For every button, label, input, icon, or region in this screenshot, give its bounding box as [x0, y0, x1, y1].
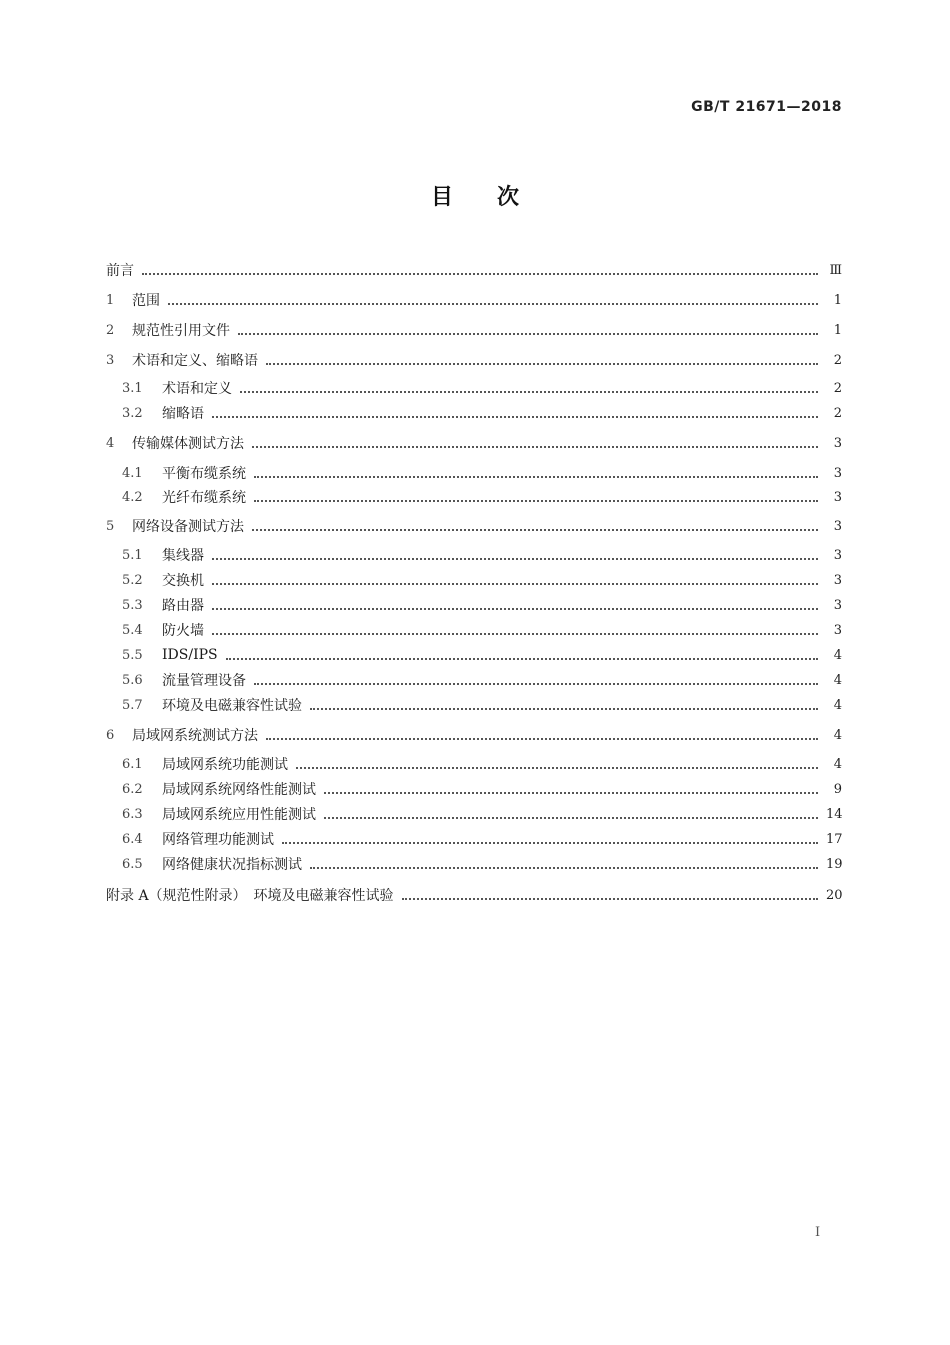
toc-entry[interactable]	[106, 883, 842, 907]
toc-entry[interactable]	[106, 693, 842, 717]
toc-entry-label: 附录 A（规范性附录） 环境及电磁兼容性试验	[106, 888, 394, 904]
toc-entry-page: 3	[833, 597, 842, 613]
toc-entry-number: 4.1	[122, 465, 143, 481]
toc-entry-label: 平衡布缆系统	[162, 466, 246, 482]
toc-entry-label: 范围	[132, 293, 160, 309]
dot-leader	[310, 857, 818, 869]
toc-entry[interactable]	[106, 852, 842, 876]
dot-leader	[238, 323, 818, 335]
toc-entry[interactable]	[106, 318, 842, 342]
toc-entry-page: 2	[833, 380, 842, 396]
toc-entry-page: 4	[833, 647, 842, 663]
toc-entry-number: 5.4	[122, 622, 143, 638]
toc-entry-page: 14	[826, 806, 843, 822]
toc-entry-number: 6	[106, 727, 115, 743]
toc-entry[interactable]	[106, 348, 842, 372]
toc-entry[interactable]	[106, 723, 842, 747]
toc-entry[interactable]	[106, 593, 842, 617]
toc-entry-number: 5.5	[122, 647, 143, 663]
toc-entry-page: 3	[833, 518, 842, 534]
dot-leader	[212, 573, 818, 585]
dot-leader	[310, 698, 818, 710]
dot-leader	[324, 782, 818, 794]
dot-leader	[324, 807, 818, 819]
toc-entry-number: 1	[106, 292, 115, 308]
toc-entry[interactable]	[106, 543, 842, 567]
toc-entry[interactable]	[106, 827, 842, 851]
toc-entry[interactable]	[106, 376, 842, 400]
toc-entry-label: 网络设备测试方法	[132, 519, 244, 535]
toc-entry-label: 交换机	[162, 573, 204, 589]
toc-entry-label: 防火墙	[162, 623, 204, 639]
toc-entry[interactable]	[106, 431, 842, 455]
toc-entry-number: 5.1	[122, 547, 143, 563]
toc-entry-page: 1	[833, 292, 842, 308]
toc-entry-label: 局域网系统功能测试	[162, 757, 288, 773]
toc-entry-page: 3	[833, 435, 842, 451]
toc-entry-label: 局域网系统测试方法	[132, 728, 258, 744]
toc-entry-page: 20	[826, 887, 843, 903]
toc-entry-label: 局域网系统应用性能测试	[162, 807, 316, 823]
toc-entry[interactable]	[106, 288, 842, 312]
dot-leader	[402, 888, 818, 900]
toc-entry-label: 缩略语	[162, 406, 204, 422]
dot-leader	[142, 263, 818, 275]
dot-leader	[226, 648, 818, 660]
toc-entry-label: 术语和定义	[162, 381, 232, 397]
toc-entry-label: 前言	[106, 263, 134, 279]
dot-leader	[254, 466, 818, 478]
toc-entry-number: 6.2	[122, 781, 143, 797]
toc-entry-number: 3	[106, 352, 115, 368]
toc-entry-page: 1	[833, 322, 842, 338]
toc-entry-number: 4.2	[122, 489, 143, 505]
toc-entry-number: 5.7	[122, 697, 143, 713]
toc-entry-page: 3	[833, 547, 842, 563]
toc-entry-page: 19	[826, 856, 843, 872]
dot-leader	[252, 519, 818, 531]
dot-leader	[296, 757, 818, 769]
toc-entry-page: 4	[833, 756, 842, 772]
dot-leader	[282, 832, 818, 844]
page-title: 目 次	[430, 185, 519, 210]
dot-leader	[212, 548, 818, 560]
toc-entry-label: 流量管理设备	[162, 673, 246, 689]
toc-entry-number: 5	[106, 518, 115, 534]
toc-entry[interactable]	[106, 643, 842, 667]
toc-entry[interactable]	[106, 568, 842, 592]
toc-entry[interactable]	[106, 258, 842, 282]
toc-entry[interactable]	[106, 777, 842, 801]
toc-entry-label: 集线器	[162, 548, 204, 564]
toc-entry-page: 4	[833, 672, 842, 688]
toc-entry[interactable]	[106, 752, 842, 776]
toc-entry-number: 6.4	[122, 831, 143, 847]
toc-entry-page: 9	[833, 781, 842, 797]
toc-entry-label: 网络健康状况指标测试	[162, 857, 302, 873]
toc-entry-number: 6.3	[122, 806, 143, 822]
toc-entry-page: Ⅲ	[829, 262, 842, 278]
toc-entry[interactable]	[106, 668, 842, 692]
dot-leader	[212, 598, 818, 610]
toc-entry-label: 光纤布缆系统	[162, 490, 246, 506]
toc-entry-number: 3.2	[122, 405, 143, 421]
toc-entry-number: 6.5	[122, 856, 143, 872]
toc-entry-number: 2	[106, 322, 115, 338]
toc-entry[interactable]	[106, 618, 842, 642]
dot-leader	[254, 673, 818, 685]
standard-code: GB/T 21671—2018	[691, 99, 842, 115]
toc-entry[interactable]	[106, 461, 842, 485]
dot-leader	[212, 623, 818, 635]
toc-entry-label: IDS/IPS	[162, 647, 218, 663]
toc-entry-page: 2	[833, 352, 842, 368]
toc-entry-number: 4	[106, 435, 115, 451]
dot-leader	[240, 381, 818, 393]
toc-entry-number: 5.2	[122, 572, 143, 588]
toc-entry-number: 6.1	[122, 756, 143, 772]
toc-entry[interactable]	[106, 485, 842, 509]
toc-entry-page: 3	[833, 622, 842, 638]
toc-entry-page: 4	[833, 697, 842, 713]
toc-entry-page: 3	[833, 572, 842, 588]
toc-entry[interactable]	[106, 514, 842, 538]
dot-leader	[212, 406, 818, 418]
toc-entry-number: 5.6	[122, 672, 143, 688]
page-number: I	[815, 1225, 821, 1240]
toc-entry-label: 路由器	[162, 598, 204, 614]
dot-leader	[254, 490, 818, 502]
toc-entry-number: 5.3	[122, 597, 143, 613]
toc-entry-page: 3	[833, 489, 842, 505]
toc-entry-page: 3	[833, 465, 842, 481]
toc-entry[interactable]	[106, 401, 842, 425]
dot-leader	[266, 728, 818, 740]
dot-leader	[252, 436, 818, 448]
toc-entry[interactable]	[106, 802, 842, 826]
toc-entry-number: 3.1	[122, 380, 143, 396]
toc-entry-label: 术语和定义、缩略语	[132, 353, 258, 369]
toc-entry-page: 4	[833, 727, 842, 743]
dot-leader	[168, 293, 818, 305]
toc-entry-label: 传输媒体测试方法	[132, 436, 244, 452]
toc-entry-label: 网络管理功能测试	[162, 832, 274, 848]
toc-entry-page: 17	[826, 831, 843, 847]
dot-leader	[266, 353, 818, 365]
toc-entry-label: 环境及电磁兼容性试验	[162, 698, 302, 714]
toc-entry-label: 规范性引用文件	[132, 323, 230, 339]
toc-entry-label: 局域网系统网络性能测试	[162, 782, 316, 798]
toc-entry-page: 2	[833, 405, 842, 421]
